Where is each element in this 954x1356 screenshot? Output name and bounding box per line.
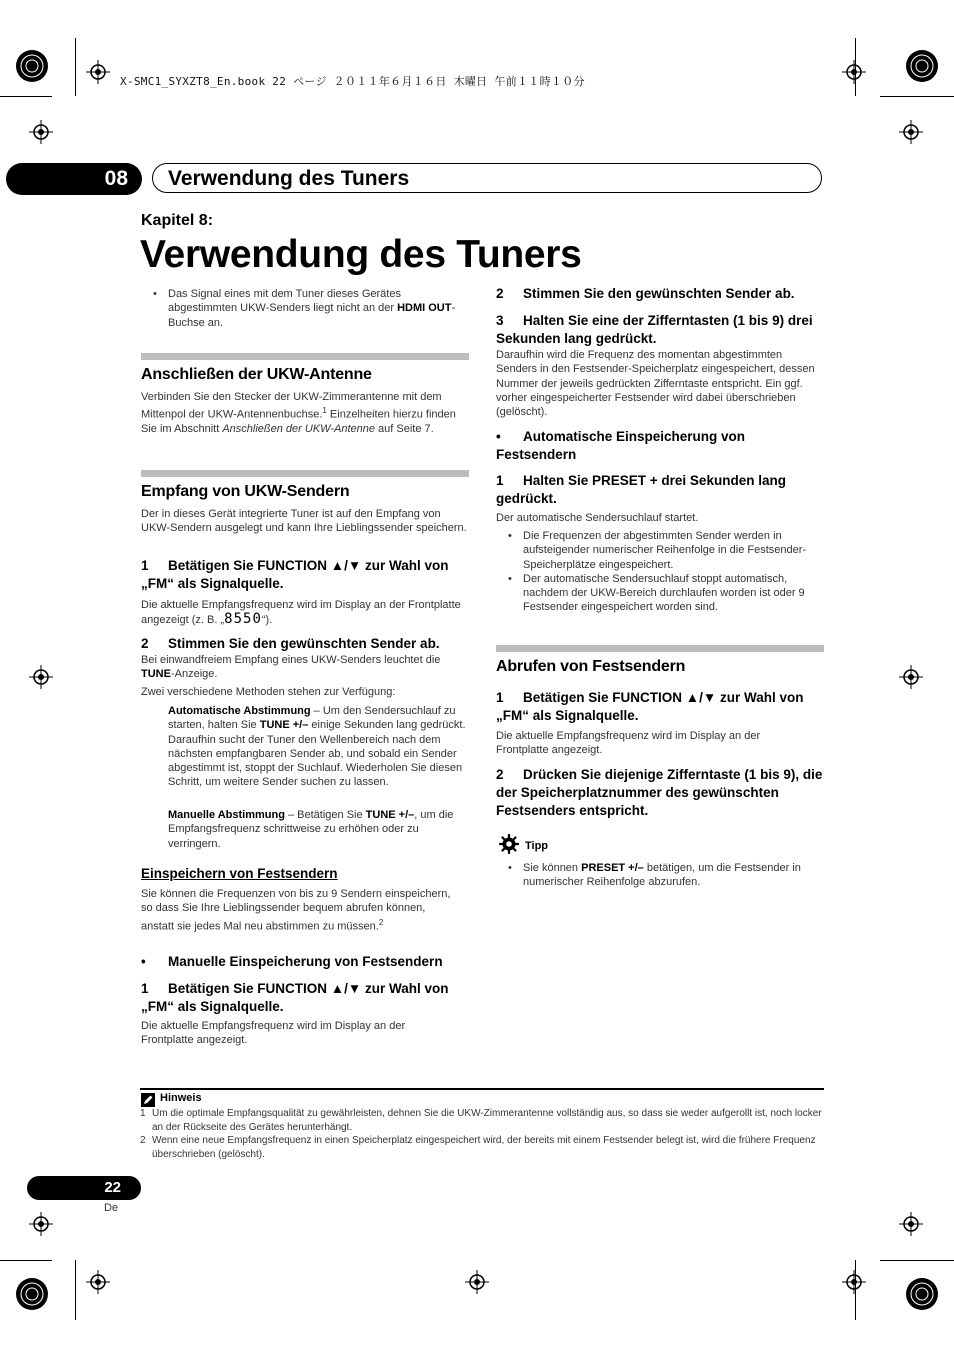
hinweis-icon — [141, 1093, 155, 1107]
page-number: 22 — [27, 1176, 141, 1200]
footnote-1: 1 Um die optimale Empfangsqualität zu gewährleisten, dehnen Sie die UKW-Zimmerantenne vollständig aus, so dass sie weder aufgerollt ist, noch locker an der Rückseite des Gerätes herunterhängt. — [140, 1108, 822, 1133]
section-heading-recall: Abrufen von Festsendern — [496, 658, 686, 675]
display-readout: 8550 — [224, 611, 262, 628]
registration-mark — [842, 60, 866, 84]
crop-mark — [880, 96, 954, 97]
bullet-item: • Die Frequenzen der abgestimmten Sender werden in aufsteigender numerischer Reihenfolge in die Festsender-Speicherplätze eingespeichert. — [496, 529, 824, 572]
crop-mark — [75, 38, 76, 96]
crop-mark — [0, 1260, 52, 1261]
chapter-number: 08 — [6, 163, 142, 195]
registration-mark — [904, 44, 940, 88]
registration-mark — [899, 1212, 923, 1236]
chapter-title: Verwendung des Tuners — [168, 167, 410, 190]
section-body-antenna: Verbinden Sie den Stecker der UKW-Zimmerantenne mit dem Mittenpol der UKW-Antennenbuchse.$^1$ Einzelheiten hierzu finden Sie im Abschnitt Anschließen der UKW-Antenne auf Seite 7. — [141, 391, 456, 436]
registration-mark — [899, 665, 923, 689]
bullet-item: • Der automatische Sendersuchlauf stoppt automatisch, nachdem der UKW-Bereich durchlaufen worden ist oder 9 Festsender eingespeichert worden sind. — [496, 572, 824, 615]
manual-tuning-text: Manuelle Abstimmung – Betätigen Sie TUNE +/–, um die Empfangsfrequenz schrittweise zu erhöhen oder zu verringern. — [168, 809, 454, 850]
step-body-frequency: Die aktuelle Empfangsfrequenz wird im Display an der Frontplatte angezeigt (z. B. „8550“). — [141, 599, 461, 628]
step-body-hold-number: Daraufhin wird die Frequenz des momentan abgestimmten Senders in den Festsender-Speicherplatz eingespeichert, dessen Nummer der jeweils gedrückten Zifferntaste entspricht. Ein ggf. vorher eingespeicherter Festsender wird dabei überschrieben (gelöscht). — [496, 349, 815, 419]
registration-mark — [29, 120, 53, 144]
registration-mark — [465, 1270, 489, 1294]
step-body-tune: Bei einwandfreiem Empfang eines UKW-Senders leuchtet die TUNE-Anzeige. — [141, 654, 441, 681]
step-body-frequency-3: Die aktuelle Empfangsfrequenz wird im Display an der Frontplatte angezeigt. — [496, 730, 761, 757]
footnote-2: 2 Wenn eine neue Empfangsfrequenz in einen Speicherplatz eingespeichert wird, der bereits mit einem Festsender belegt ist, wird die frühere Frequenz überschrieben (gelöscht). — [140, 1135, 816, 1160]
tip-bullet: • Sie können PRESET +/– betätigen, um die Festsender in numerischer Reihenfolge abzurufen. — [496, 861, 824, 890]
registration-mark — [29, 665, 53, 689]
section-heading-reception: Empfang von UKW-Sendern — [141, 483, 350, 500]
step-hold-preset: 1 Halten Sie PRESET + drei Sekunden lang gedrückt. — [496, 473, 786, 506]
tip-label: Tipp — [525, 840, 549, 852]
registration-mark — [14, 1272, 50, 1316]
section-body-reception: Der in dieses Gerät integrierte Tuner ist auf den Empfang von UKW-Sendern ausgelegt und kann Ihre Lieblingssender speichern. — [141, 508, 467, 535]
step-select-fm-3: 1 Betätigen Sie FUNCTION ▲/▼ zur Wahl von „FM“ als Signalquelle. — [496, 690, 804, 723]
section-heading-antenna: Anschließen der UKW-Antenne — [141, 366, 372, 383]
registration-mark — [29, 1212, 53, 1236]
hinweis-label: Hinweis — [160, 1092, 202, 1104]
step-body-frequency-2: Die aktuelle Empfangsfrequenz wird im Display an der Frontplatte angezeigt. — [141, 1020, 406, 1047]
step-select-fm: 1 Betätigen Sie FUNCTION ▲/▼ zur Wahl von „FM“ als Signalquelle. — [141, 558, 449, 591]
section-bar — [141, 470, 469, 477]
crop-mark — [880, 1260, 954, 1261]
crop-mark — [0, 96, 52, 97]
methods-intro: Zwei verschiedene Methoden stehen zur Verfügung: — [141, 686, 396, 698]
section-bar — [141, 353, 469, 360]
step-hold-number: 3 Halten Sie eine der Zifferntasten (1 bis 9) drei Sekunden lang gedrückt. — [496, 313, 813, 346]
step-tune-2: 2 Stimmen Sie den gewünschten Sender ab. — [496, 286, 795, 301]
tip-icon — [499, 834, 519, 854]
intro-bullet: • Das Signal eines mit dem Tuner dieses Gerätes abgestimmten UKW-Senders liegt nicht an der HDMI OUT-Buchse an. — [141, 287, 469, 330]
print-header: X-SMC1_SYXZT8_En.book 22 ページ ２０１１年６月１６日 木曜日 午前１１時１０分 — [120, 75, 585, 88]
auto-store-heading: • Automatische Einspeicherung von Festsendern — [496, 429, 746, 462]
auto-store-bullets — [496, 529, 824, 615]
kapitel-label: Kapitel 8: — [141, 212, 214, 229]
page-title: Verwendung des Tuners — [140, 233, 582, 276]
hinweis-rule — [140, 1088, 824, 1090]
step-select-fm-2: 1 Betätigen Sie FUNCTION ▲/▼ zur Wahl von „FM“ als Signalquelle. — [141, 981, 449, 1014]
store-presets-body: Sie können die Frequenzen von bis zu 9 Sendern einspeichern, so dass Sie Ihre Lieblingssender bequem abrufen können, anstatt sie jedes Mal neu abstimmen zu müssen.$^2$ — [141, 888, 451, 933]
registration-mark — [86, 60, 110, 84]
step-body-hold-preset: Der automatische Sendersuchlauf startet. — [496, 512, 699, 524]
registration-mark — [842, 1270, 866, 1294]
manual-store-heading: • Manuelle Einspeicherung von Festsendern — [141, 954, 443, 969]
step-press-number: 2 Drücken Sie diejenige Zifferntaste (1 bis 9), die der Speicherplatznummer des gewünschten Festsenders entspricht. — [496, 767, 823, 818]
subheading-store-presets: Einspeichern von Festsendern — [141, 866, 338, 881]
registration-mark — [14, 44, 50, 88]
registration-mark — [86, 1270, 110, 1294]
section-bar — [496, 645, 824, 652]
registration-mark — [899, 120, 923, 144]
crop-mark — [75, 1260, 76, 1320]
step-tune: 2 Stimmen Sie den gewünschten Sender ab. — [141, 636, 440, 651]
registration-mark — [904, 1272, 940, 1316]
language-code: De — [104, 1202, 119, 1214]
auto-tuning-text: Automatische Abstimmung – Um den Sendersuchlauf zu starten, halten Sie TUNE +/– einige Sekunden lang gedrückt. Daraufhin sucht der Tuner den Wellenbereich nach dem nächsten empfangbaren Sender ab, und sobald ein Sender abgestimmt ist, stoppt der Suchlauf. Wiederholen Sie diesen Schritt, um weitere Sender suchen zu lassen. — [168, 705, 466, 789]
